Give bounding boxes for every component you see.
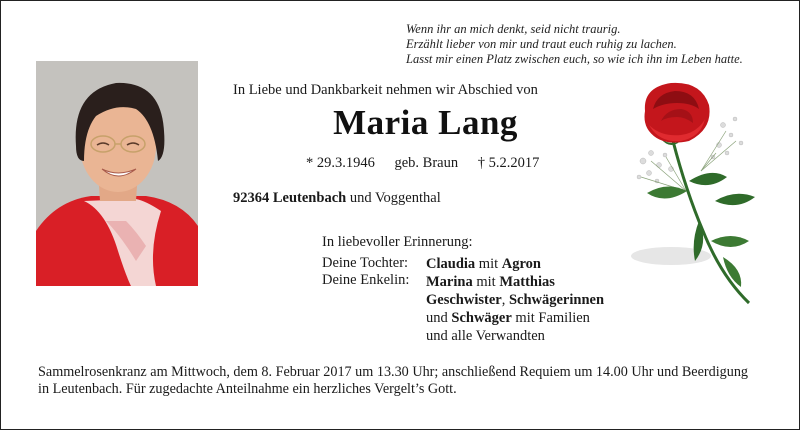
mourner-line: [426, 291, 604, 309]
death-date: † 5.2.2017: [477, 155, 540, 171]
birth-date: * 29.3.1946: [306, 155, 375, 171]
mourner-line: [426, 273, 604, 291]
residence-town: 92364 Leutenbach: [233, 190, 347, 206]
mourner-name: Schwäger: [451, 310, 512, 326]
mourner-line: [426, 255, 604, 273]
portrait-photo: [36, 61, 198, 286]
portrait-image: [36, 61, 198, 286]
mourner-name: Claudia: [426, 256, 476, 272]
mourner-name: Agron: [501, 256, 541, 272]
mourner-text: mit: [472, 274, 500, 290]
mourners-list: [426, 255, 604, 345]
grandchild-label: Deine Enkelin:: [322, 272, 410, 288]
poem-line: Lasst mir einen Platz zwischen euch, so wie ich ihn im Leben hatte.: [406, 52, 743, 66]
residence: [233, 190, 441, 207]
rose-icon: [631, 81, 781, 311]
mourner-text: und: [426, 310, 452, 326]
relation-labels: [322, 255, 409, 289]
life-dates: [306, 155, 555, 172]
mourner-text: mit: [475, 256, 502, 272]
mourner-line: und alle Verwandten: [426, 328, 545, 344]
daughter-label: Deine Tochter:: [322, 255, 409, 271]
mourner-text: ,: [501, 292, 509, 308]
deceased-name: Maria Lang: [333, 103, 518, 142]
service-details: [38, 364, 778, 398]
service-line: Sammelrosenkranz am Mittwoch, dem 8. Februar 2017 um 13.30 Uhr; anschließend Requiem um 14.00 Uhr und Beerdigung: [38, 364, 749, 380]
mourner-text: mit Familien: [511, 310, 590, 326]
poem-line: Wenn ihr an mich denkt, seid nicht traurig.: [406, 22, 621, 36]
mourner-name: Geschwister: [426, 292, 502, 308]
mourner-line: [426, 309, 604, 327]
mourner-name: Marina: [426, 274, 473, 290]
service-line: in Leutenbach. Für zugedachte Anteilnahme ein herzliches Vergelt’s Gott.: [38, 381, 457, 397]
poem: [406, 22, 791, 67]
farewell-intro: In Liebe und Dankbarkeit nehmen wir Abschied von: [233, 82, 538, 98]
residence-rest: und Voggenthal: [346, 190, 441, 206]
mourner-name: Matthias: [499, 274, 555, 290]
memory-heading: In liebevoller Erinnerung:: [322, 234, 473, 250]
mourner-name: Schwägerinnen: [508, 292, 605, 308]
maiden-name: geb. Braun: [394, 155, 459, 171]
poem-line: Erzählt lieber von mir und traut euch ruhig zu lachen.: [406, 37, 677, 51]
